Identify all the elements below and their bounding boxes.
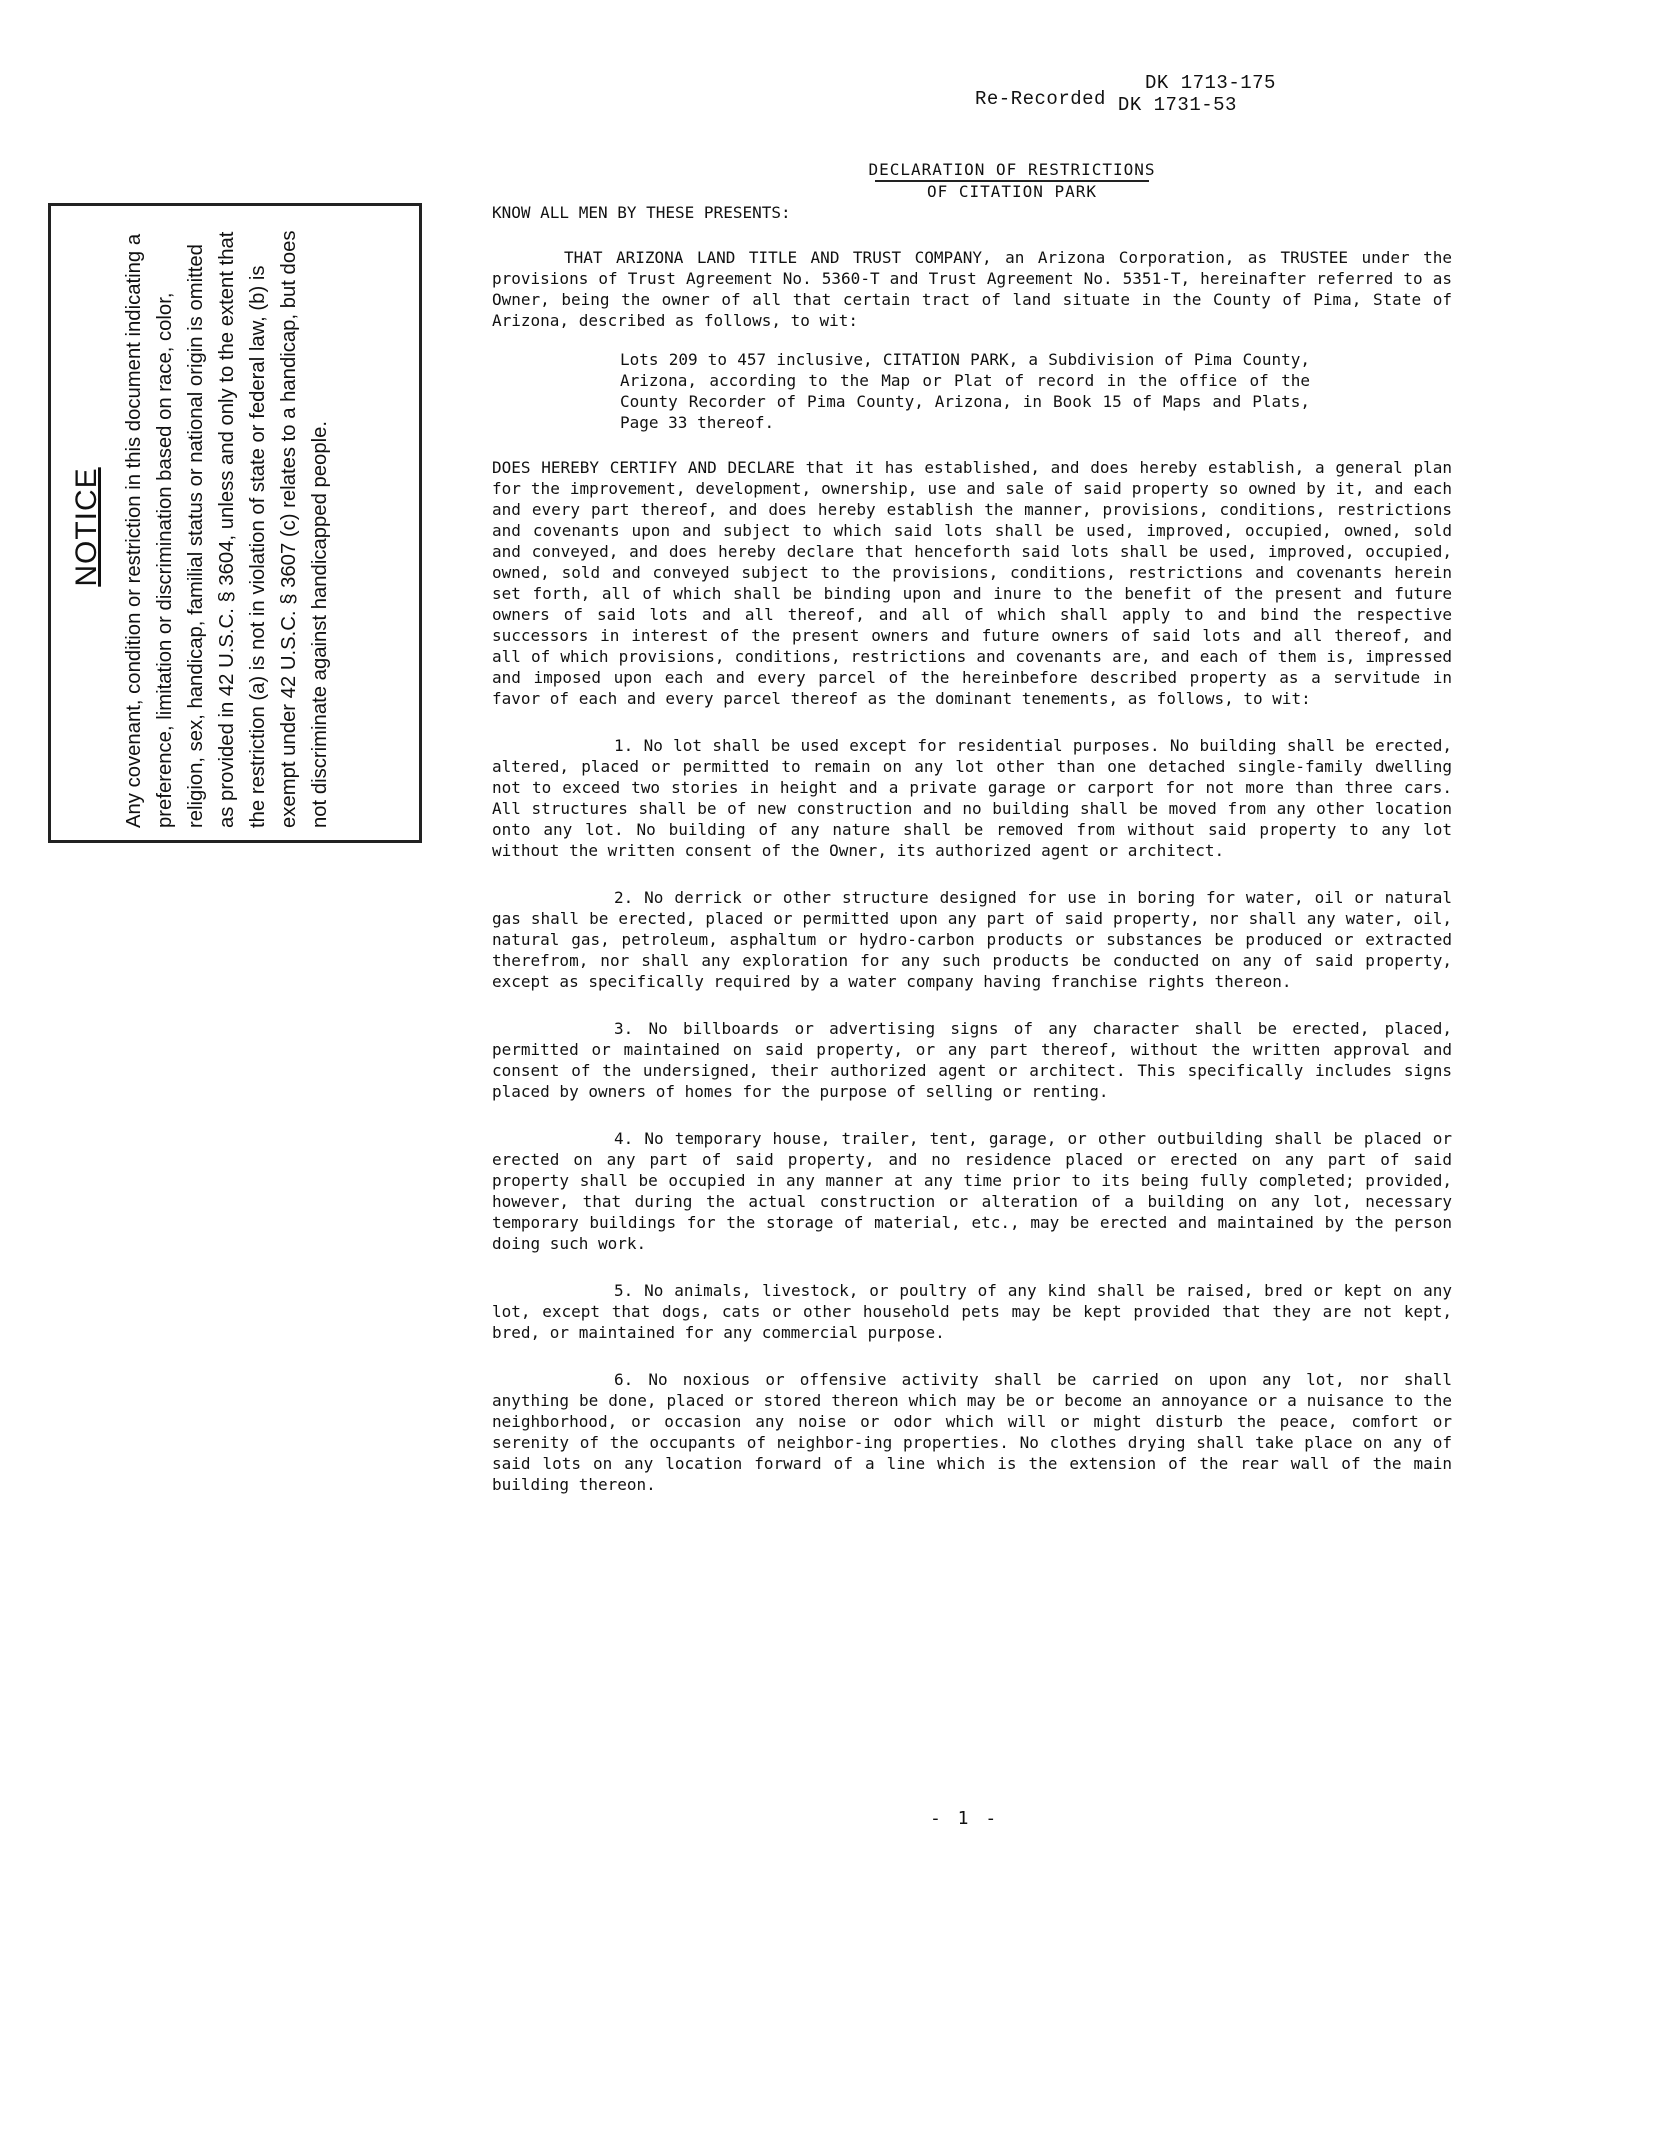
rerecorded-label: Re-Recorded bbox=[975, 88, 1106, 110]
recording-reference bbox=[975, 72, 1276, 116]
notice-title: NOTICE bbox=[70, 467, 103, 587]
document-title bbox=[572, 160, 1452, 202]
rerecorded-line bbox=[975, 88, 1276, 116]
title-line-1: DECLARATION OF RESTRICTIONS bbox=[868, 160, 1156, 179]
notice-rotated-content bbox=[55, 212, 421, 842]
notice-box bbox=[48, 203, 422, 843]
restriction-item: 5. No animals, livestock, or poultry of any kind shall be raised, bred or kept on any lot, except that dogs, cats or other household pets may be kept provided that they are not kept, bred, or maintained for any commercial purpose. bbox=[492, 1281, 1452, 1342]
salutation: KNOW ALL MEN BY THESE PRESENTS: bbox=[492, 203, 791, 222]
book-reference-2: DK 1731-53 bbox=[1117, 94, 1237, 116]
restriction-item: 1. No lot shall be used except for residential purposes. No building shall be erected, altered, placed or permitted to remain on any lot other than one detached single-family dwelling not to exceed two stories in height and a private garage or carport for not more than three cars. All structures shall be of new construction and no building shall be moved from any other location onto any lot. No building of any nature shall be removed from without said property to any lot without the written consent of the Owner, its authorized agent or architect. bbox=[492, 736, 1452, 860]
intro-paragraph: THAT ARIZONA LAND TITLE AND TRUST COMPANY, an Arizona Corporation, as TRUSTEE under the provisions of Trust Agreement No. 5360-T and Trust Agreement No. 5351-T, hereinafter referred to as Owner, being the owner of all that certain tract of land situate in the County of Pima, State of Arizona, described as follows, to wit: bbox=[492, 248, 1452, 330]
book-reference-1: DK 1713-175 bbox=[1145, 72, 1276, 94]
title-line-2: OF CITATION PARK bbox=[875, 180, 1149, 202]
page-number: - 1 - bbox=[930, 1808, 1000, 1829]
restriction-item: 2. No derrick or other structure designed for use in boring for water, oil or natural gas shall be erected, placed or permitted upon any part of said property, nor shall any water, oil, natural gas, petroleum, asphaltum or hydro-carbon products or substances be produced or extracted therefrom, nor shall any exploration for any such products be conducted on any of said property, except as specifically required by a water company having franchise rights thereon. bbox=[492, 888, 1452, 991]
restriction-item: 4. No temporary house, trailer, tent, garage, or other outbuilding shall be placed or erected on any part of said property, and no residence placed or erected on any part of said property shall be occupied in any manner at any time prior to its being fully completed; provided, however, that during the actual construction or alteration of a building on any lot, necessary temporary buildings for the storage of material, etc., may be erected and maintained by the person doing such work. bbox=[492, 1129, 1452, 1253]
legal-description: Lots 209 to 457 inclusive, CITATION PARK, a Subdivision of Pima County, Arizona, according to the Map or Plat of record in the office of the County Recorder of Pima County, Arizona, in Book 15 of Maps and Plats, Page 33 thereof. bbox=[620, 350, 1310, 432]
restriction-item: 3. No billboards or advertising signs of any character shall be erected, placed, permitted or maintained on said property, or any part thereof, without the written approval and consent of the undersigned, their authorized agent or architect. This specifically includes signs placed by owners of homes for the purpose of selling or renting. bbox=[492, 1019, 1452, 1101]
declaration-paragraph: DOES HEREBY CERTIFY AND DECLARE that it has established, and does hereby establish, a general plan for the improvement, development, ownership, use and sale of said property so owned by it, and each and every part thereof, and does hereby establish the manner, provisions, conditions, restrictions and covenants upon and subject to which said lots shall be used, improved, occupied, owned, sold and conveyed, and does hereby declare that henceforth said lots shall be used, improved, occupied, owned, sold and conveyed subject to the provisions, conditions, restrictions and covenants herein set forth, all of which shall be binding upon and inure to the benefit of the present and future owners of said lots and all thereof, and all of which shall apply to and bind the respective successors in interest of the present owners and future owners of said lots and all thereof, and all of which provisions, conditions, restrictions and covenants are, and each of them is, impressed and imposed upon each and every parcel of the hereinbefore described property as a servitude in favor of each and every parcel thereof as the dominant tenements, as follows, to wit: bbox=[492, 458, 1452, 708]
notice-body: Any covenant, condition or restriction in this document indicating a preference, limitation or discrimination based on race, color, religion, sex, handicap, familial status or national origin is omitted as provided in 42 U.S.C. § 3604, unless and only to the extent that the restriction (a) is not in violation of state or federal law, (b) is exempt under 42 U.S.C. § 3607 (c) relates to a handicap, but does not discriminate against handicapped people. bbox=[123, 230, 331, 828]
declaration-document bbox=[492, 160, 1452, 1495]
restriction-item: 6. No noxious or offensive activity shall be carried on upon any lot, nor shall anything be done, placed or stored thereon which may be or become an annoyance or a nuisance to the neighborhood, or occasion any noise or odor which will or might disturb the peace, comfort or serenity of the occupants of neighbor-ing properties. No clothes drying shall take place on any of said lots on any location forward of a line which is the extension of the rear wall of the main building thereon. bbox=[492, 1370, 1452, 1494]
